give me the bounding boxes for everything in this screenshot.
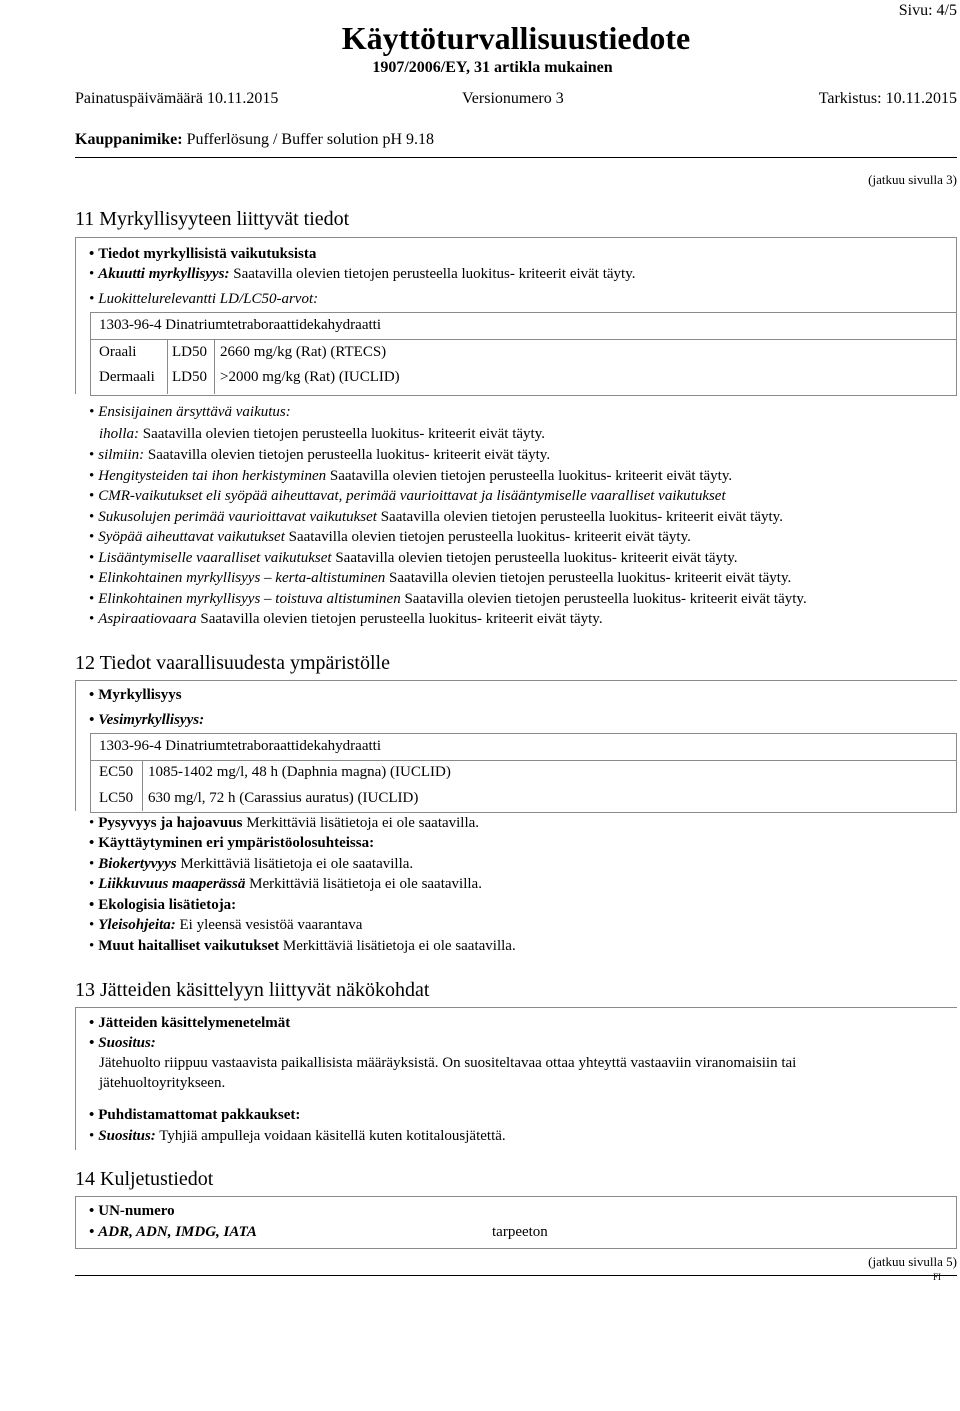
list-item (89, 488, 726, 505)
adr-label-text: ADR, ADN, IMDG, IATA (98, 1224, 257, 1240)
general-notes (89, 917, 362, 934)
list-item (89, 570, 791, 587)
list-item (89, 468, 732, 485)
item-text: Saatavilla olevien tietojen perusteella luokitus- kriteerit eivät täyty. (380, 509, 783, 525)
list-item (89, 509, 783, 526)
document-subtitle: 1907/2006/EY, 31 artikla mukainen (372, 59, 613, 76)
bullet-icon (89, 712, 98, 728)
bioaccumulation-label: Biokertyvyys (98, 856, 177, 872)
transport-box (75, 1196, 957, 1249)
print-date: Painatuspäivämäärä 10.11.2015 (75, 90, 279, 107)
other-effects (89, 938, 516, 955)
bullet-icon (89, 1224, 98, 1240)
bioaccumulation (89, 856, 413, 873)
bullet-icon (89, 266, 98, 282)
adr-value: tarpeeton (492, 1224, 548, 1240)
packaging-recommendation-text: Tyhjiä ampulleja voidaan käsitellä kuten kotitalousjätettä. (159, 1128, 506, 1144)
bullet-icon (89, 291, 98, 307)
ld-col-divider-2 (214, 339, 215, 394)
recommendation-text-line-1: Jätehuolto riippuu vastaavista paikallisista määräyksistä. On suositeltavaa ottaa yhteyttä vastaaviin viranomaisiin tai (99, 1055, 797, 1071)
item-label: Aspiraatiovaara (98, 611, 197, 627)
un-number-heading (89, 1203, 175, 1220)
recommendation-text-line-2: jätehuoltoyritykseen. (99, 1075, 226, 1091)
section-14-title: 14 Kuljetustiedot (75, 1168, 214, 1190)
ecotox-row-value: 1085-1402 mg/l, 48 h (Daphnia magna) (IUCLID) (148, 764, 451, 780)
general-notes-text: Ei yleensä vesistöä vaarantava (179, 917, 363, 933)
section-11-left-border (75, 237, 76, 394)
section-13-rule (75, 1007, 957, 1008)
list-item (89, 591, 807, 608)
page-number: Sivu: 4/5 (898, 2, 957, 19)
bullet-icon (89, 591, 98, 607)
item-label: Elinkohtainen myrkyllisyys – kerta-altistuminen (98, 570, 386, 586)
ecotox-substance: 1303-96-4 Dinatriumtetraboraattidekahydraatti (99, 738, 381, 754)
bullet-icon (89, 1203, 98, 1219)
item-text: Saatavilla olevien tietojen perusteella luokitus- kriteerit eivät täyty. (335, 550, 738, 566)
section-12-left-border (75, 680, 76, 811)
recommendation-label (89, 1035, 156, 1052)
acute-toxicity (89, 266, 636, 283)
acute-toxicity-text: Saatavilla olevien tietojen perusteella luokitus- kriteerit eivät täyty. (233, 266, 636, 282)
bullet-icon (89, 447, 98, 463)
bullet-icon (89, 815, 98, 831)
skin-text: Saatavilla olevien tietojen perusteella luokitus- kriteerit eivät täyty. (142, 426, 545, 442)
ld-values-label-text: Luokittelurelevantti LD/LC50-arvot: (98, 291, 319, 307)
bullet-icon (89, 1035, 98, 1051)
trade-name-value: Pufferlösung / Buffer solution pH 9.18 (186, 131, 434, 148)
primary-irritant (89, 404, 291, 421)
section-11-rule (75, 237, 957, 238)
section-12-title: 12 Tiedot vaarallisuudesta ympäristölle (75, 652, 390, 674)
item-text: Saatavilla olevien tietojen perusteella luokitus- kriteerit eivät täyty. (329, 468, 733, 484)
ld-col-divider-1 (167, 339, 168, 394)
ecotox-col-divider (142, 760, 143, 811)
bullet-icon (89, 1128, 98, 1144)
eyes-text: Saatavilla olevien tietojen perusteella luokitus- kriteerit eivät täyty. (147, 447, 551, 463)
bullet-icon (89, 488, 98, 504)
item-label: CMR-vaikutukset eli syöpää aiheuttavat, perimää vaurioittavat ja lisääntymiselle vaaralliset vaikutukset (98, 488, 726, 504)
ecotox-row-value: 630 mg/l, 72 h (Carassius auratus) (IUCLID) (148, 790, 419, 806)
disposal-methods-heading (89, 1015, 290, 1032)
item-label: Elinkohtainen myrkyllisyys – toistuva altistuminen (98, 591, 401, 607)
packaging-recommendation (89, 1128, 506, 1145)
recommendation-label-text: Suositus: (98, 1035, 156, 1051)
persistence-label: Pysyvyys ja hajoavuus (98, 815, 243, 831)
bioaccumulation-text: Merkittäviä lisätietoja ei ole saatavilla. (180, 856, 414, 872)
persistence-text: Merkittäviä lisätietoja ei ole saatavilla. (246, 815, 480, 831)
list-item (89, 550, 738, 567)
continued-to: (jatkuu sivulla 5) (868, 1254, 957, 1269)
bullet-icon (89, 529, 98, 545)
trade-name (75, 131, 434, 149)
section-12-rule (75, 680, 957, 681)
continued-from: (jatkuu sivulla 3) (868, 172, 957, 187)
ecotox-table-rule (90, 760, 957, 761)
packaging-recommendation-label: Suositus: (98, 1128, 156, 1144)
header-rule (75, 157, 957, 158)
ld-row-route: Oraali (99, 344, 137, 360)
toxic-effects-heading (89, 246, 316, 263)
ecotox-row-type: EC50 (99, 764, 134, 780)
item-text: Saatavilla olevien tietojen perusteella luokitus- kriteerit eivät täyty. (288, 529, 691, 545)
item-label: Sukusolujen perimää vaurioittavat vaikutukset (98, 509, 377, 525)
bullet-icon (89, 570, 98, 586)
toxicity-heading-text: Myrkyllisyys (98, 687, 182, 703)
eco-info-heading (89, 897, 236, 914)
revision-date: Tarkistus: 10.11.2015 (818, 90, 957, 107)
other-effects-text: Merkittäviä lisätietoja ei ole saatavilla. (282, 938, 516, 954)
language-code: FI (932, 1272, 941, 1282)
version-number: Versionumero 3 (462, 90, 564, 107)
ld-row-route: Dermaali (99, 369, 155, 385)
bullet-icon (89, 835, 98, 851)
ld-row-value: 2660 mg/kg (Rat) (RTECS) (220, 344, 387, 360)
toxicity-heading (89, 687, 182, 704)
aquatic-toxicity-label (89, 712, 204, 729)
other-effects-label: Muut haitalliset vaikutukset (98, 938, 280, 954)
bullet-icon (89, 550, 98, 566)
soil-mobility-text: Merkittäviä lisätietoja ei ole saatavilla. (249, 876, 482, 892)
bullet-icon (89, 404, 98, 420)
footer-rule (75, 1275, 957, 1276)
bullet-icon (89, 876, 98, 892)
general-notes-label: Yleisohjeita: (98, 917, 176, 933)
section-11-title: 11 Myrkyllisyyteen liittyvät tiedot (75, 208, 350, 230)
item-text: Saatavilla olevien tietojen perusteella luokitus- kriteerit eivät täyty. (389, 570, 792, 586)
section-13-title: 13 Jätteiden käsittelyyn liittyvät näkökohdat (75, 979, 430, 1001)
soil-mobility (89, 876, 482, 893)
acute-toxicity-label: Akuutti myrkyllisyys: (98, 266, 230, 282)
ld-values-label (89, 291, 318, 308)
bullet-icon (89, 1015, 98, 1031)
item-text: Saatavilla olevien tietojen perusteella luokitus- kriteerit eivät täyty. (200, 611, 603, 627)
bullet-icon (89, 687, 98, 703)
ld-row-type: LD50 (172, 344, 207, 360)
primary-irritant-text: Ensisijainen ärsyttävä vaikutus: (98, 404, 291, 420)
bullet-icon (89, 468, 98, 484)
eyes-label: silmiin: (98, 447, 145, 463)
item-text: Saatavilla olevien tietojen perusteella luokitus- kriteerit eivät täyty. (404, 591, 807, 607)
skin-label: iholla: (99, 426, 139, 442)
eye-irritation (89, 447, 550, 464)
adr-label (89, 1224, 257, 1241)
list-item (89, 611, 603, 628)
bullet-icon (89, 611, 98, 627)
behaviour-heading-text: Käyttäytyminen eri ympäristöolosuhteissa: (98, 835, 375, 851)
trade-name-label: Kauppanimike: (75, 131, 183, 148)
item-label: Syöpää aiheuttavat vaikutukset (98, 529, 285, 545)
persistence (89, 815, 479, 832)
eco-info-heading-text: Ekologisia lisätietoja: (98, 897, 237, 913)
ld-row-value: >2000 mg/kg (Rat) (IUCLID) (220, 369, 400, 385)
bullet-icon (89, 897, 98, 913)
ecotox-row-type: LC50 (99, 790, 134, 806)
ld-table-rule (90, 339, 957, 340)
skin-irritation (99, 426, 545, 443)
bullet-icon (89, 509, 98, 525)
toxic-effects-heading-text: Tiedot myrkyllisistä vaikutuksista (98, 246, 317, 262)
aquatic-toxicity-text: Vesimyrkyllisyys: (98, 712, 205, 728)
bullet-icon (89, 856, 98, 872)
bullet-icon (89, 938, 98, 954)
un-number-heading-text: UN-numero (98, 1203, 175, 1219)
document-title: Käyttöturvallisuustiedote (341, 20, 691, 56)
packaging-heading (89, 1107, 300, 1124)
behaviour-heading (89, 835, 374, 852)
bullet-icon (89, 917, 98, 933)
list-item (89, 529, 691, 546)
soil-mobility-label: Liikkuvuus maaperässä (98, 876, 246, 892)
item-label: Hengitysteiden tai ihon herkistyminen (98, 468, 327, 484)
packaging-heading-text: Puhdistamattomat pakkaukset: (98, 1107, 301, 1123)
item-label: Lisääntymiselle vaaralliset vaikutukset (98, 550, 332, 566)
bullet-icon (89, 246, 98, 262)
bullet-icon (89, 1107, 98, 1123)
ld-substance: 1303-96-4 Dinatriumtetraboraattidekahydraatti (99, 317, 381, 333)
section-13-left-border (75, 1007, 76, 1150)
ld-row-type: LD50 (172, 369, 207, 385)
disposal-methods-text: Jätteiden käsittelymenetelmät (98, 1015, 291, 1031)
